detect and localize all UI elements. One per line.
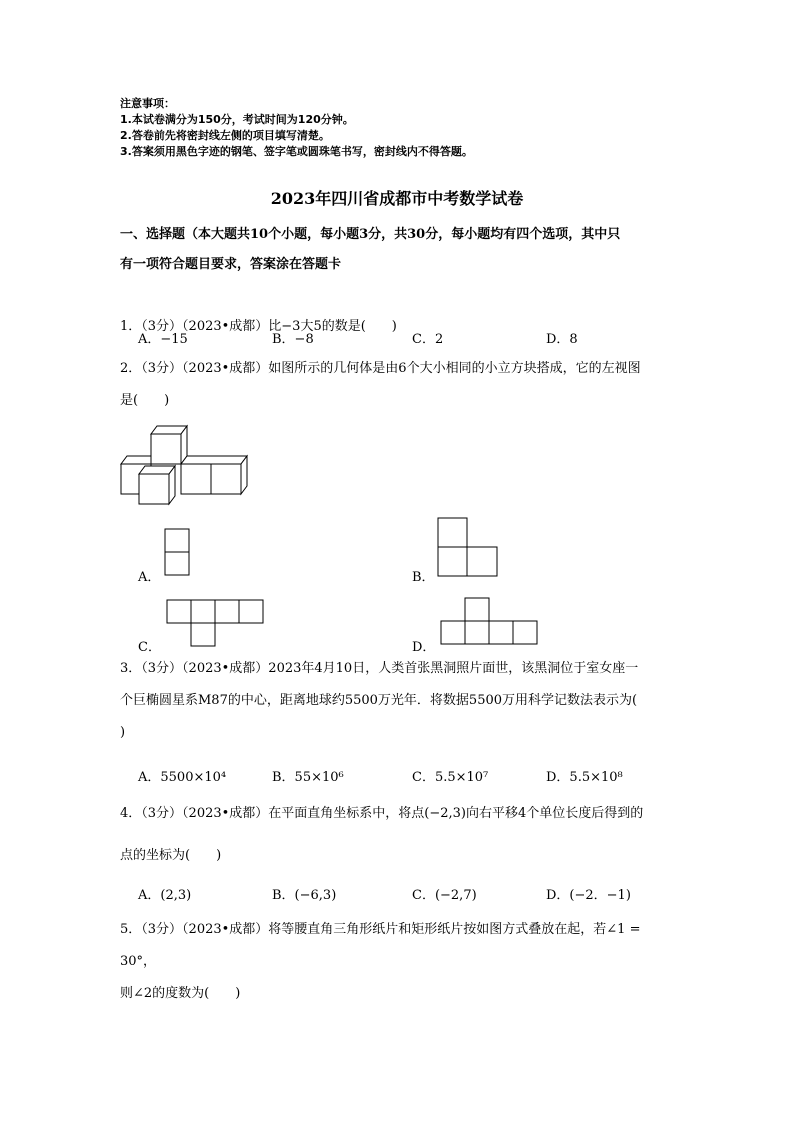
q1-option-a: A．−15 [138, 332, 188, 347]
q4-option-b: B．(−6,3) [272, 888, 337, 903]
notice-item-2: 2.答卷前先将密封线左侧的项目填写清楚。 [120, 129, 330, 142]
question-3-stem-line-1: 3．（3分）（2023•成都）2023年4月10日，人类首张黑洞照片面世，该黑洞位于室女座一 [120, 661, 639, 676]
question-3-options [120, 766, 680, 788]
question-3-stem-line-2: 个巨椭圆星系M87的中心，距离地球约5500万光年．将数据5500万用科学记数法表示为( [120, 693, 638, 708]
q3-option-d: D．5.5×10⁸ [546, 770, 623, 785]
question-2-stem-line-1: 2．（3分）（2023•成都）如图所示的几何体是由6个大小相同的小立方块搭成，它的左视图 [120, 361, 641, 376]
q3-option-a: A．5500×10⁴ [138, 770, 227, 785]
question-4-stem [120, 793, 680, 877]
q2-option-c-figure [166, 599, 264, 647]
question-4-stem-line-2: 点的坐标为( ) [120, 848, 222, 863]
section-heading-line-2: 有一项符合题目要求，答案涂在答题卡 [120, 257, 342, 272]
q2-option-a-figure [164, 528, 190, 576]
q2-option-b-figure [437, 517, 499, 577]
question-5-stem-line-2: 则∠2的度数为( ) [120, 986, 241, 1001]
section-heading [120, 220, 680, 280]
notice-item-3: 3.答案须用黑色字迹的钢笔、签字笔或圆珠笔书写，密封线内不得答题。 [120, 145, 473, 158]
q2-option-c-label: C． [138, 640, 161, 655]
q2-option-d-label: D． [412, 640, 436, 655]
notice-item-1: 1.本试卷满分为150分，考试时间为120分钟。 [120, 113, 354, 126]
q1-option-d: D．8 [546, 332, 578, 347]
q3-option-b: B．55×10⁶ [272, 770, 344, 785]
q2-option-b-label: B． [412, 570, 435, 585]
question-3-stem-line-3: ) [120, 725, 126, 740]
question-5-stem-line-1: 5．（3分）（2023•成都）将等腰直角三角形纸片和矩形纸片按如图方式叠放在起，若∠1 = 30°， [120, 922, 641, 969]
q4-option-d: D．(−2．−1) [546, 888, 631, 903]
question-4-options [120, 884, 680, 906]
q2-solid-figure [115, 422, 255, 504]
q1-option-c: C．2 [412, 332, 444, 347]
question-1-stem: 1．（3分）（2023•成都）比−3大5的数是( ) [120, 319, 397, 334]
question-4-stem-line-1: 4．（3分）（2023•成都）在平面直角坐标系中，将点(−2,3)向右平移4个单位长度后得到的 [120, 806, 644, 821]
page-title: 2023年四川省成都市中考数学试卷 [270, 189, 524, 208]
question-3-stem [120, 653, 680, 749]
q4-option-c: C．(−2,7) [412, 888, 477, 903]
notice-block [120, 96, 473, 160]
question-5-stem [120, 914, 680, 1010]
question-2-stem-line-2: 是( ) [120, 393, 170, 408]
q3-option-c: C．5.5×10⁷ [412, 770, 489, 785]
section-heading-line-1: 一、选择题（本大题共10个小题，每小题3分，共30分，每小题均有四个选项，其中只 [120, 227, 621, 242]
notice-heading: 注意事项： [120, 97, 175, 110]
question-2-stem [120, 353, 680, 417]
q2-option-d-figure [440, 597, 538, 645]
q1-option-b: B．−8 [272, 332, 314, 347]
q4-option-a: A．(2,3) [138, 888, 192, 903]
q2-option-a-label: A． [138, 570, 161, 585]
question-1-options [120, 328, 680, 350]
